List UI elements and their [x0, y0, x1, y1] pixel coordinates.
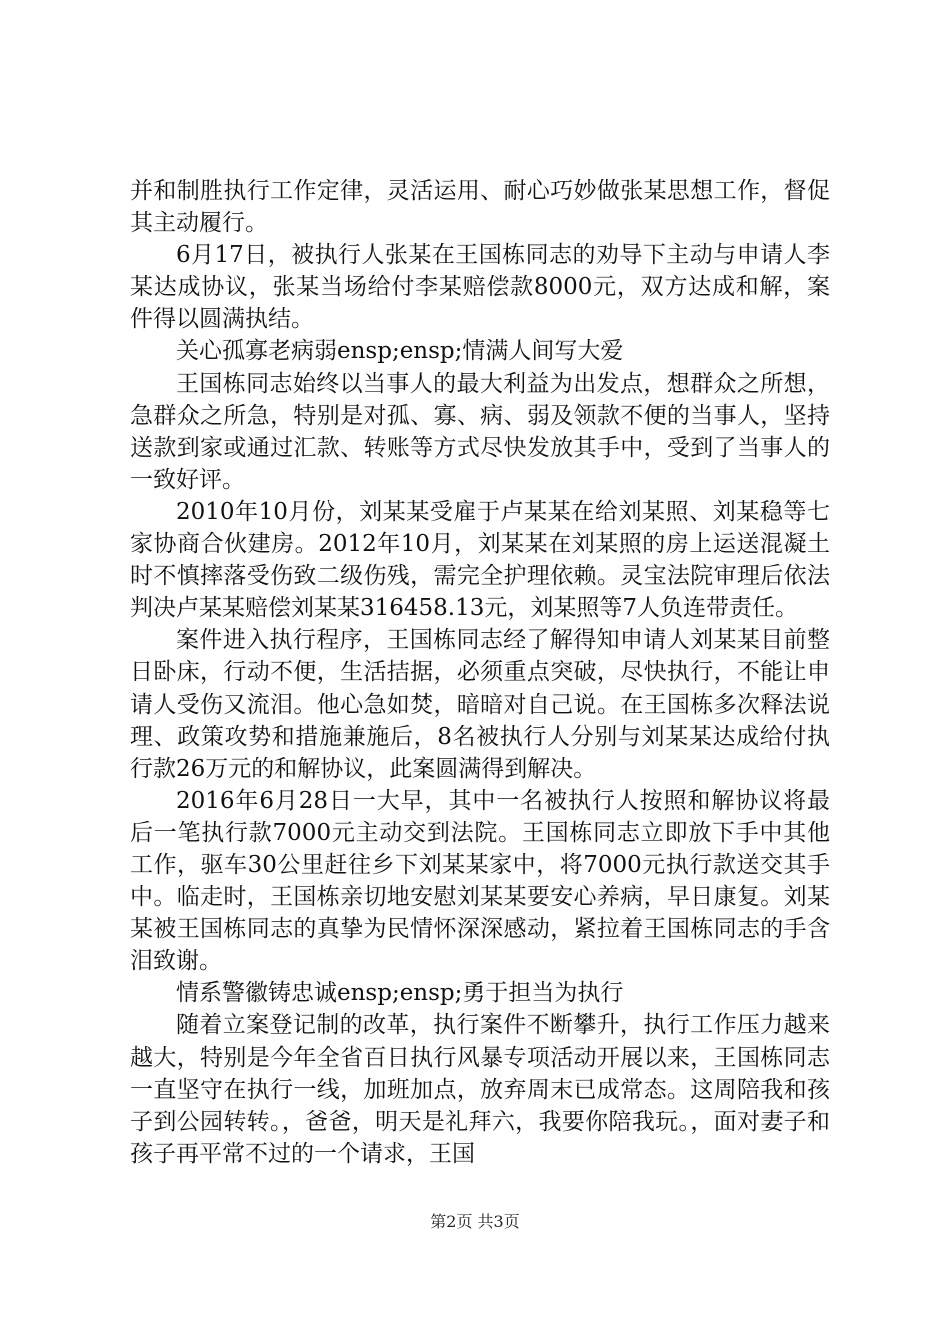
page-number: 第2页: [430, 1212, 473, 1231]
paragraph-4: 2010年10月份，刘某某受雇于卢某某在给刘某照、刘某稳等七家协商合伙建房。2012年10月，刘某某在刘某照的房上运送混凝土时不慎摔落受伤致二级伤残，需完全护理依赖。灵宝法院审理后依法判决卢某某赔偿刘某某316458.13元，刘某照等7人负连带责任。: [130, 498, 830, 622]
section-heading-2: 情系警徽铸忠诚ensp;ensp;勇于担当为执行: [176, 980, 624, 1007]
paragraph-3: 王国栋同志始终以当事人的最大利益为出发点，想群众之所想，急群众之所急，特别是对孤、寡、病、弱及领款不便的当事人，坚持送款到家或通过汇款、转账等方式尽快发放其手中，受到了当事人的一致好评。: [130, 370, 830, 493]
paragraph-6: 2016年6月28日一大早，其中一名被执行人按照和解协议将最后一笔执行款7000元主动交到法院。王国栋同志立即放下手中其他工作，驱车30公里赶往乡下刘某某家中，将7000元执行款送交其手中。临走时，王国栋亲切地安慰刘某某要安心养病，早日康复。刘某某被王国栋同志的真挚为民情怀深深感动，紧拉着王国栋同志的手含泪致谢。: [130, 787, 830, 975]
paragraph-5: 案件进入执行程序，王国栋同志经了解得知申请人刘某某目前整日卧床，行动不便，生活拮据，必须重点突破，尽快执行，不能让申请人受伤又流泪。他心急如焚，暗暗对自己说。在王国栋多次释法说理、政策攻势和措施兼施后，8名被执行人分别与刘某某达成给付执行款26万元的和解协议，此案圆满得到解决。: [130, 627, 830, 782]
document-body: [130, 175, 830, 1170]
section-heading-1: 关心孤寡老病弱ensp;ensp;情满人间写大爱: [176, 338, 624, 365]
paragraph-1: 并和制胜执行工作定律，灵活运用、耐心巧妙做张某思想工作，督促其主动履行。: [130, 178, 830, 237]
page-footer: [0, 1212, 950, 1232]
page-total: 共3页: [477, 1212, 520, 1231]
paragraph-7: 随着立案登记制的改革，执行案件不断攀升，执行工作压力越来越大，特别是今年全省百日执行风暴专项活动开展以来，王国栋同志一直坚守在执行一线，加班加点，放弃周末已成常态。这周陪我和孩子到公园转转。，爸爸，明天是礼拜六，我要你陪我玩。，面对妻子和孩子再平常不过的一个请求，王国: [130, 1012, 830, 1167]
paragraph-2: 6月17日，被执行人张某在王国栋同志的劝导下主动与申请人李某达成协议，张某当场给付李某赔偿款8000元，双方达成和解，案件得以圆满执结。: [130, 242, 830, 333]
